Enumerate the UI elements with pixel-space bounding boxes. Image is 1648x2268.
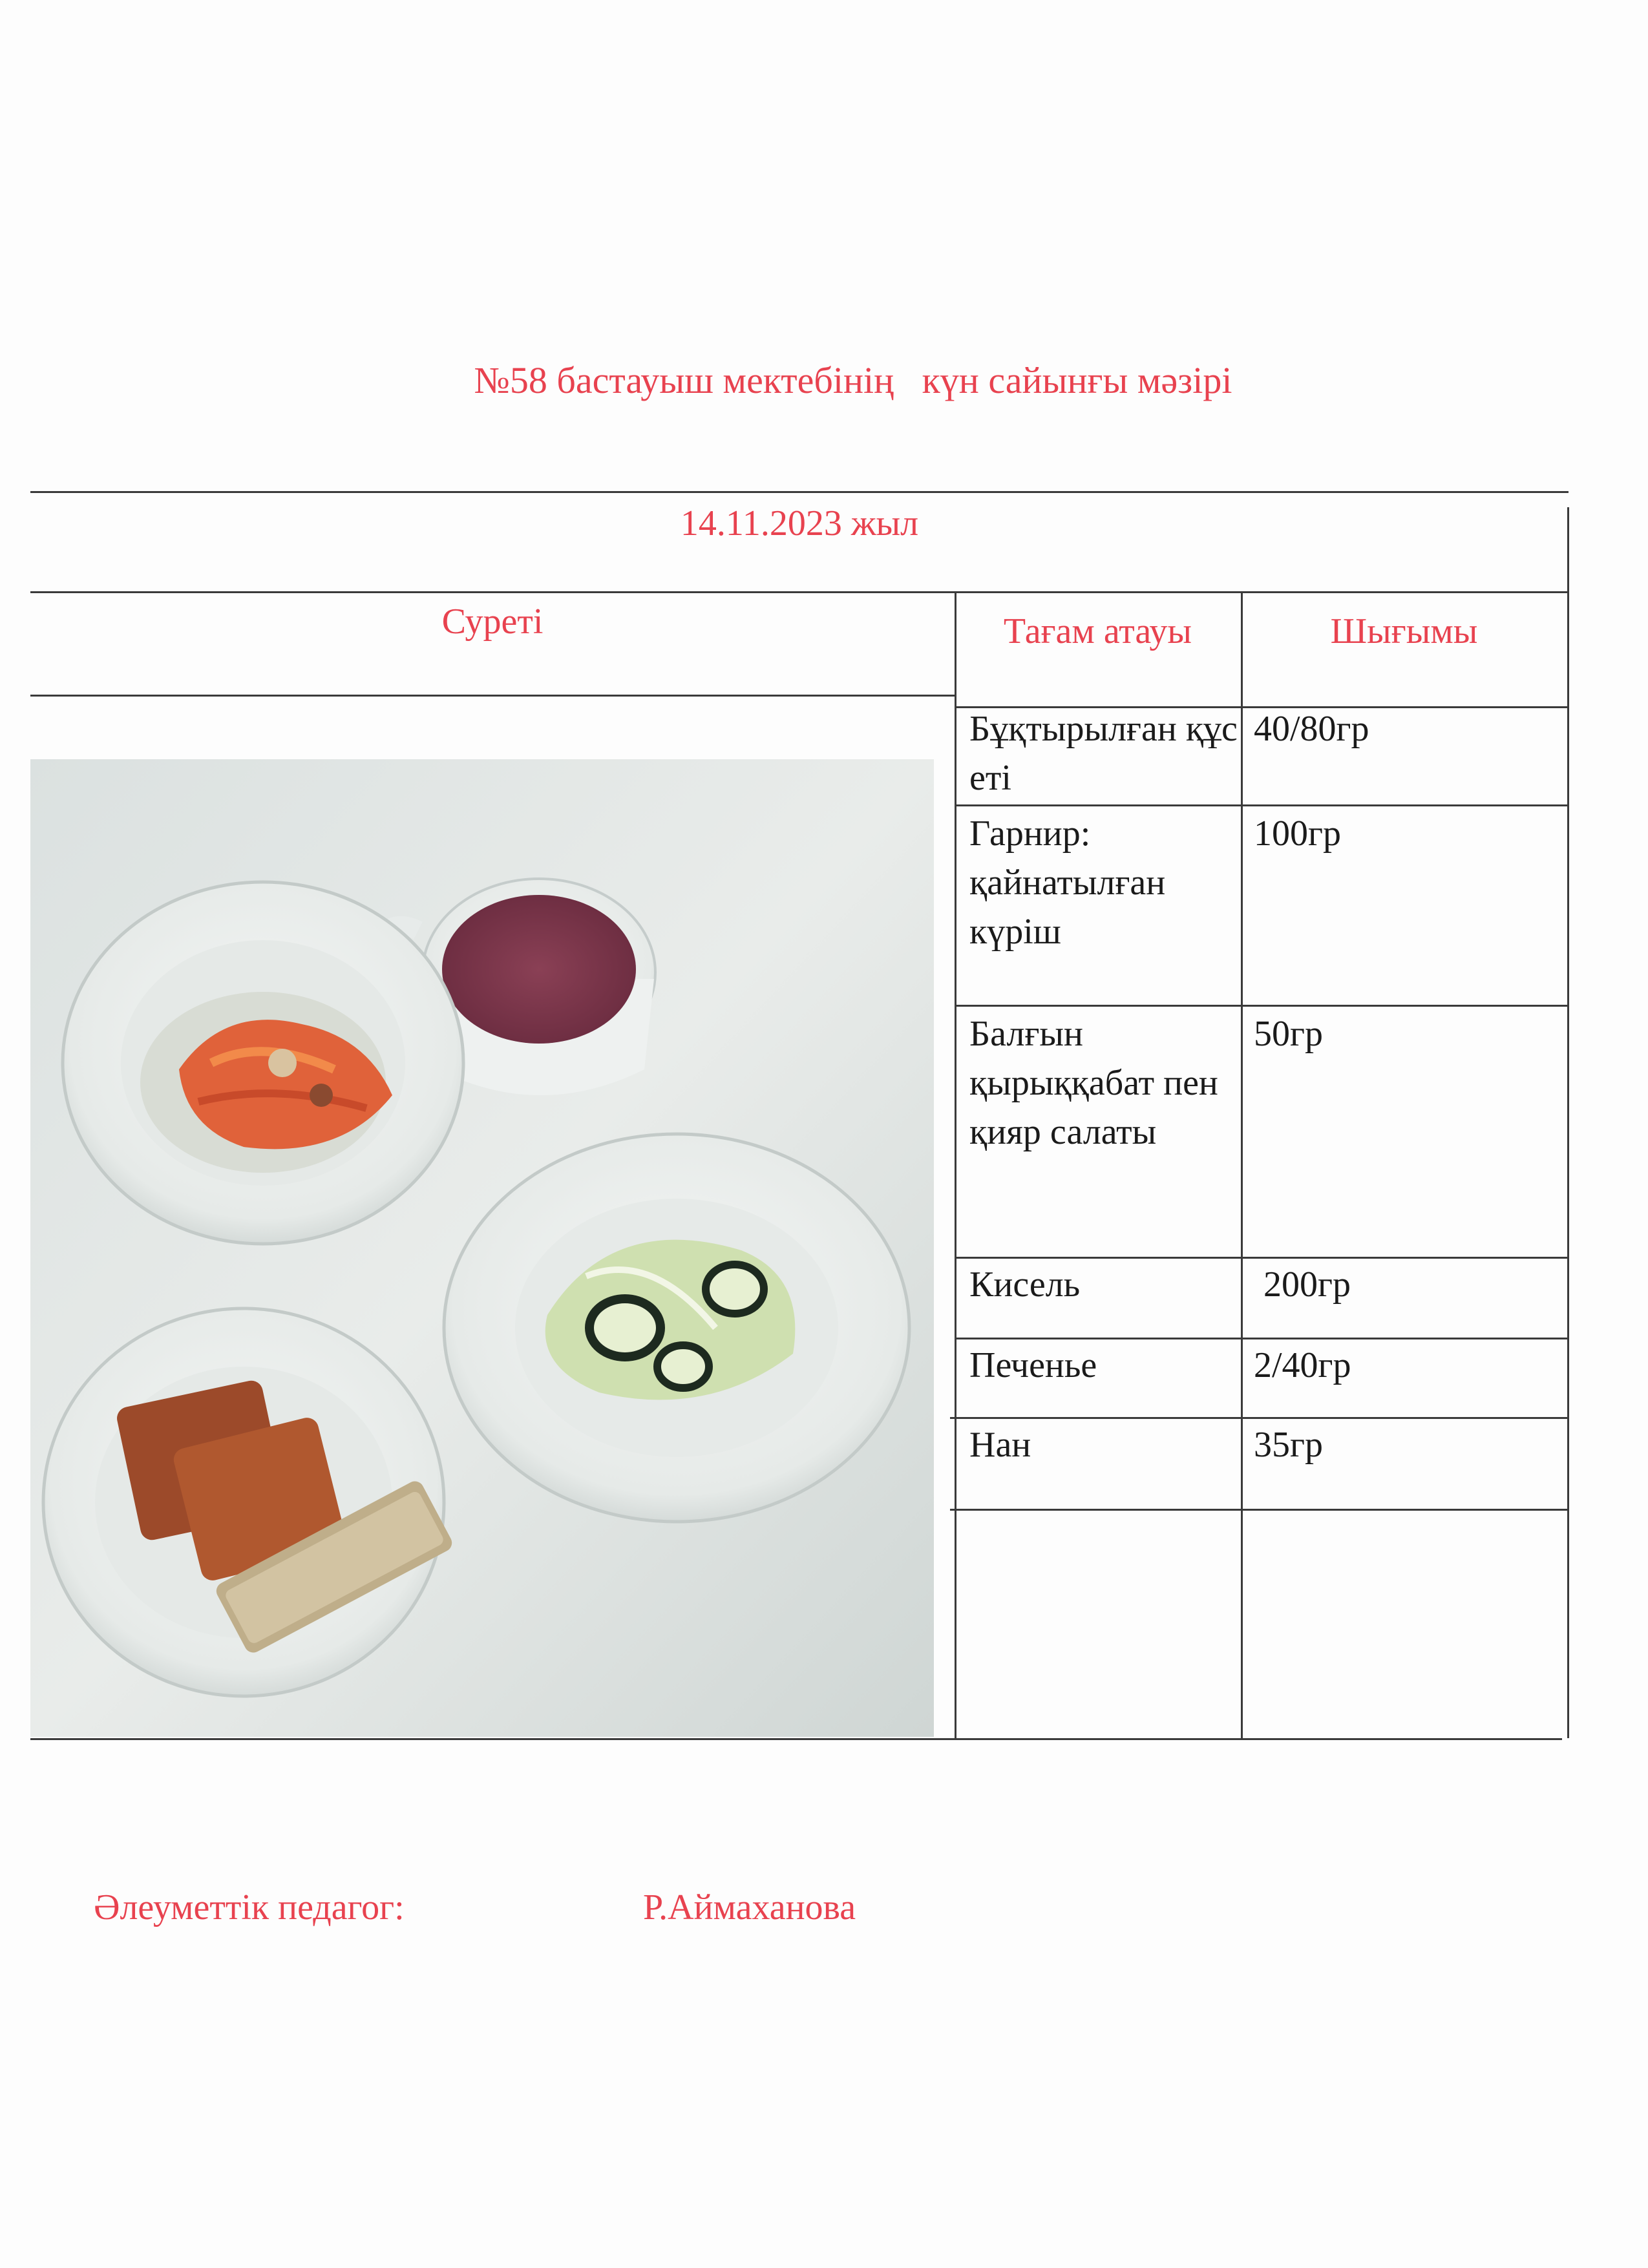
table-row-yield: 2/40гр [1254,1345,1351,1385]
footer-name: Р.Аймаханова [643,1887,856,1927]
table-row-yield: 40/80гр [1254,709,1369,749]
table-line [30,491,1569,493]
table-row-dish: Бұқтырылған құс еті [969,709,1238,798]
table-row-yield: 100гр [1254,814,1341,854]
table-line [955,591,956,1738]
table-line [950,1509,1569,1511]
table-row-dish: Печенье [969,1345,1097,1385]
table-row-dish: Гарнир: қайнатылған күріш [969,814,1166,952]
table-row-dish: Кисель [969,1265,1081,1305]
menu-date: 14.11.2023 жыл [680,503,919,543]
table-row-yield: 50гр [1254,1014,1323,1054]
table-row-yield: 200гр [1263,1265,1351,1305]
header-dish: Тағам атауы [1003,611,1192,651]
table-line [30,1738,1562,1740]
table-line [30,695,955,697]
table-line [1241,591,1243,1738]
table-row-dish: Балғын қырыққабат пен қияр салаты [969,1014,1218,1152]
table-line [955,1005,1569,1007]
table-line [955,1257,1569,1259]
footer-role: Әлеуметтік педагог: [94,1887,405,1927]
table-line [955,804,1569,806]
table-line [30,591,1569,593]
table-row-dish: Нан [969,1425,1031,1465]
header-photo: Суреті [441,602,544,642]
table-line [1567,507,1569,1738]
header-yield: Шығымы [1330,611,1478,651]
page-title: №58 бастауыш мектебінің күн сайынғы мәзірі [474,359,1232,401]
table-line [955,1338,1569,1339]
table-line [950,1417,1569,1419]
meal-photo [30,759,934,1737]
table-row-yield: 35гр [1254,1425,1323,1465]
